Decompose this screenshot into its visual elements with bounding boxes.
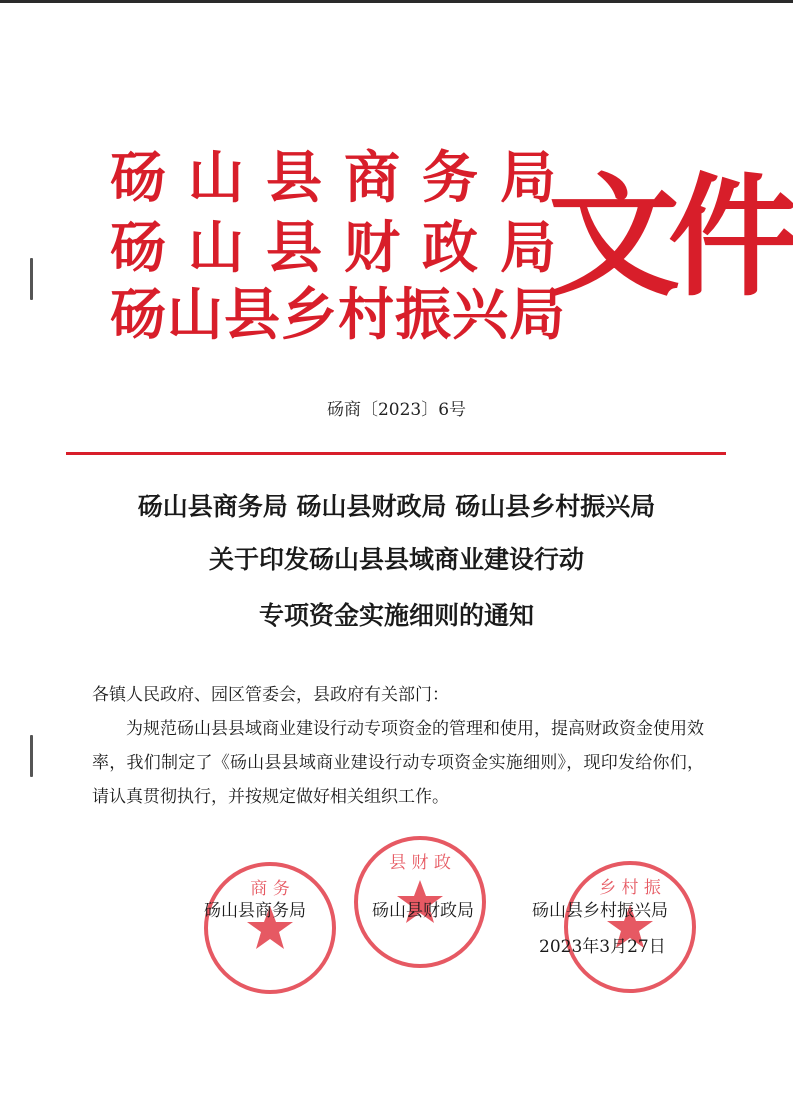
issuer-line-finance: 砀山县财政局 [110,215,578,281]
official-seal-commerce [200,858,340,998]
body-paragraph: 为规范砀山县县域商业建设行动专项资金的管理和使用，提高财政资金使用效率，我们制定了《砀山县县域商业建设行动专项资金实施细则》，现印发给你们，请认真贯彻执行，并按规定做好相关组织工作。 [92,719,704,807]
signer-finance: 砀山县财政局 [372,901,474,921]
svg-text:县 财 政: 县 财 政 [389,853,451,873]
binder-hole-mark [30,258,33,300]
svg-text:乡 村 振: 乡 村 振 [599,878,661,898]
title-line-3: 专项资金实施细则的通知 [258,601,534,630]
document-number: 砀商〔2023〕6号 [326,400,467,420]
issue-date: 2023年3月27日 [539,937,666,957]
issuer-line-rural: 砀山县乡村振兴局 [110,282,566,348]
issuer-line-commerce: 砀山县商务局 [110,145,578,211]
svg-text:商 务: 商 务 [250,879,290,899]
signer-rural: 砀山县乡村振兴局 [532,901,668,921]
title-line-2: 关于印发砀山县县域商业建设行动 [208,545,584,574]
scan-top-edge [0,0,793,3]
signer-commerce: 砀山县商务局 [204,901,306,921]
binder-hole-mark [30,735,33,777]
file-word: 文件 [548,160,788,315]
red-divider-line [66,452,726,455]
salutation: 各镇人民政府、园区管委会，县政府有关部门： [92,685,449,705]
official-seal-rural [560,857,700,997]
title-line-1: 砀山县商务局 砀山县财政局 砀山县乡村振兴局 [137,492,656,521]
